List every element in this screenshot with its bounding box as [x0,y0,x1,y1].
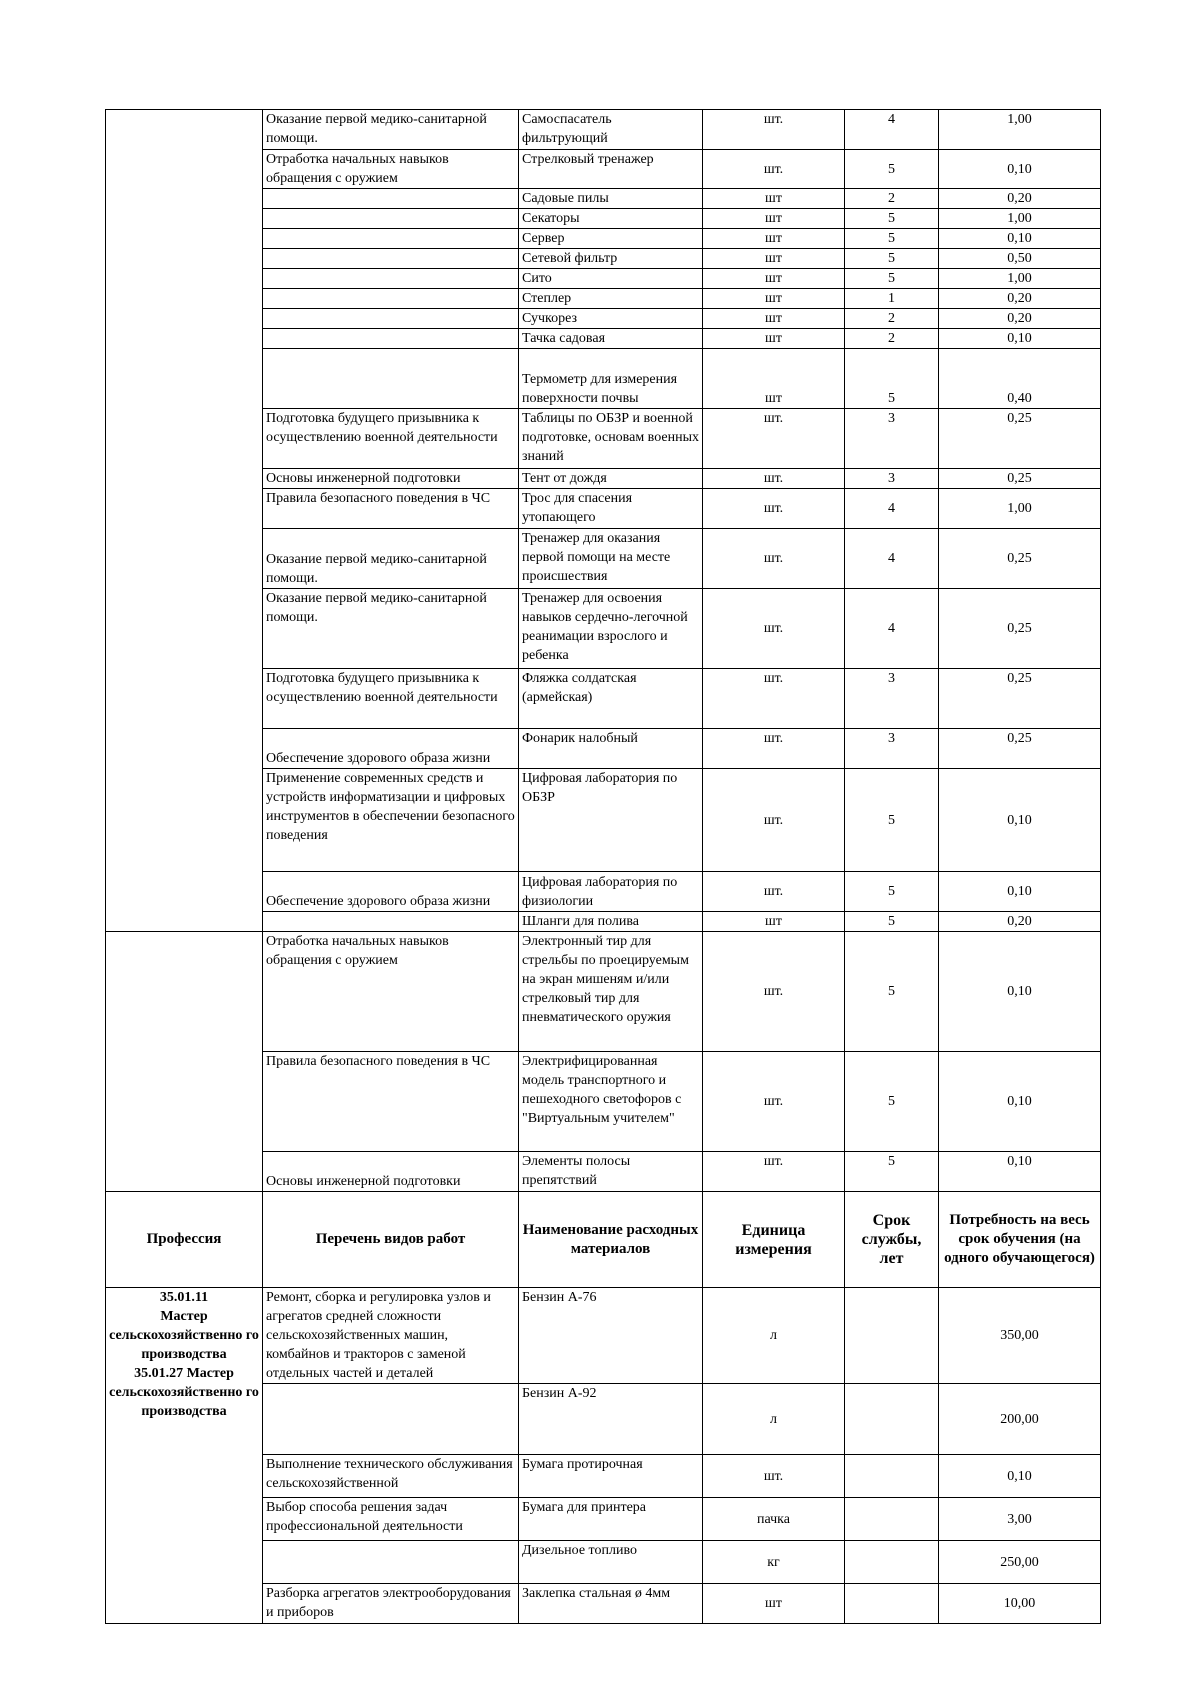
work-type-cell [263,289,519,309]
need-cell: 0,40 [939,349,1101,409]
unit-cell: шт. [703,1455,845,1498]
work-type-cell [263,329,519,349]
material-name-cell: Цифровая лаборатория по физиологии [519,872,703,912]
material-name-cell: Тренажер для оказания первой помощи на месте происшествия [519,529,703,589]
material-name-cell: Бензин А-76 [519,1288,703,1384]
work-type-cell: Обеспечение здорового образа жизни [263,729,519,769]
work-type-cell [263,349,519,409]
need-cell: 0,25 [939,669,1101,729]
work-type-cell: Правила безопасного поведения в ЧС [263,1052,519,1152]
work-type-cell [263,1541,519,1584]
service-life-cell: 3 [845,469,939,489]
work-type-cell: Подготовка будущего призывника к осуществлению военной деятельности [263,409,519,469]
material-name-cell: Сетевой фильтр [519,249,703,269]
work-type-cell [263,189,519,209]
unit-cell: шт [703,249,845,269]
service-life-cell: 5 [845,1052,939,1152]
unit-cell: шт [703,189,845,209]
profession-line1: 35.01.11 [159,1290,209,1305]
unit-cell: шт. [703,932,845,1052]
work-type-cell: Обеспечение здорового образа жизни [263,872,519,912]
service-life-cell: 5 [845,872,939,912]
need-cell: 3,00 [939,1498,1101,1541]
need-cell: 0,10 [939,1152,1101,1192]
material-name-cell: Бензин А-92 [519,1384,703,1455]
work-type-cell: Основы инженерной подготовки [263,1152,519,1192]
service-life-cell: 4 [845,489,939,529]
need-cell: 0,10 [939,1455,1101,1498]
need-cell: 0,10 [939,229,1101,249]
service-life-cell: 5 [845,249,939,269]
unit-cell: шт. [703,489,845,529]
header-unit: Единица измерения [703,1192,845,1288]
need-cell: 0,25 [939,729,1101,769]
need-cell: 0,10 [939,329,1101,349]
material-name-cell: Тренажер для освоения навыков сердечно-легочной реанимации взрослого и ребенка [519,589,703,669]
material-name-cell: Сучкорез [519,309,703,329]
unit-cell: шт. [703,409,845,469]
work-type-cell: Основы инженерной подготовки [263,469,519,489]
work-type-cell: Отработка начальных навыков обращения с оружием [263,150,519,189]
need-cell: 1,00 [939,269,1101,289]
work-type-cell: Оказание первой медико-санитарной помощи. [263,589,519,669]
unit-cell: шт. [703,1152,845,1192]
profession-line2: Мастер сельскохозяйственно го производства [109,1309,259,1362]
work-type-cell [263,309,519,329]
unit-cell: шт [703,1584,845,1624]
unit-cell: шт [703,229,845,249]
service-life-cell: 5 [845,229,939,249]
unit-cell: шт. [703,589,845,669]
service-life-cell: 3 [845,729,939,769]
service-life-cell [845,1384,939,1455]
unit-cell: л [703,1288,845,1384]
work-type-cell: Ремонт, сборка и регулировка узлов и агрегатов средней сложности сельскохозяйственных машин, комбайнов и тракторов с заменой отдельных частей и деталей [263,1288,519,1384]
need-cell: 0,25 [939,469,1101,489]
material-name-cell: Степлер [519,289,703,309]
material-name-cell: Заклепка стальная ø 4мм [519,1584,703,1624]
service-life-cell [845,1584,939,1624]
work-type-cell: Выбор способа решения задач профессиональной деятельности [263,1498,519,1541]
profession-cell [106,1288,263,1624]
unit-cell: шт. [703,872,845,912]
need-cell: 1,00 [939,489,1101,529]
unit-cell: шт [703,289,845,309]
table-row [106,110,1101,150]
need-cell: 0,20 [939,912,1101,932]
service-life-cell: 1 [845,289,939,309]
header-work-list: Перечень видов работ [263,1192,519,1288]
table-body [106,110,1101,1624]
need-cell: 10,00 [939,1584,1101,1624]
profession-cell [106,110,263,932]
need-cell: 350,00 [939,1288,1101,1384]
service-life-cell: 4 [845,110,939,150]
unit-cell: шт [703,269,845,289]
material-name-cell: Стрелковый тренажер [519,150,703,189]
need-cell: 0,25 [939,529,1101,589]
work-type-cell: Выполнение технического обслуживания сельскохозяйственной [263,1455,519,1498]
service-life-cell: 5 [845,769,939,872]
header-service-life: Срок службы, лет [845,1192,939,1288]
work-type-cell: Правила безопасного поведения в ЧС [263,489,519,529]
service-life-cell [845,1498,939,1541]
unit-cell: шт [703,912,845,932]
service-life-cell: 2 [845,309,939,329]
service-life-cell: 5 [845,209,939,229]
service-life-cell: 5 [845,269,939,289]
table-row [106,932,1101,1052]
material-name-cell: Электрифицированная модель транспортного и пешеходного светофоров с "Виртуальным учителем" [519,1052,703,1152]
work-type-cell [263,249,519,269]
material-name-cell: Цифровая лаборатория по ОБЗР [519,769,703,872]
work-type-cell [263,209,519,229]
material-name-cell: Трос для спасения утопающего [519,489,703,529]
material-name-cell: Электронный тир для стрельбы по проецируемым на экран мишеням и/или стрелковый тир для пневматического оружия [519,932,703,1052]
material-name-cell: Самоспасатель фильтрующий [519,110,703,150]
unit-cell: шт [703,349,845,409]
need-cell: 0,20 [939,289,1101,309]
service-life-cell: 5 [845,1152,939,1192]
work-type-cell [263,912,519,932]
unit-cell: шт. [703,769,845,872]
service-life-cell [845,1455,939,1498]
material-name-cell: Термометр для измерения поверхности почвы [519,349,703,409]
unit-cell: шт. [703,1052,845,1152]
unit-cell: шт [703,309,845,329]
profession-line3: 35.01.27 Мастер сельскохозяйственно го производства [109,1366,259,1419]
service-life-cell: 5 [845,150,939,189]
service-life-cell: 4 [845,589,939,669]
material-name-cell: Фонарик налобный [519,729,703,769]
need-cell: 0,25 [939,589,1101,669]
unit-cell: шт. [703,529,845,589]
unit-cell: шт [703,329,845,349]
need-cell: 0,20 [939,189,1101,209]
service-life-cell: 2 [845,189,939,209]
material-name-cell: Сервер [519,229,703,249]
materials-table [105,109,1101,1624]
unit-cell: шт. [703,729,845,769]
material-name-cell: Элементы полосы препятствий [519,1152,703,1192]
material-name-cell: Фляжка солдатская (армейская) [519,669,703,729]
unit-cell: шт. [703,150,845,189]
need-cell: 0,25 [939,409,1101,469]
material-name-cell: Дизельное топливо [519,1541,703,1584]
table-row [106,1288,1101,1384]
unit-cell: шт. [703,669,845,729]
need-cell: 1,00 [939,209,1101,229]
need-cell: 250,00 [939,1541,1101,1584]
header-materials: Наименование расходных материалов [519,1192,703,1288]
need-cell: 0,10 [939,769,1101,872]
work-type-cell: Отработка начальных навыков обращения с оружием [263,932,519,1052]
need-cell: 0,10 [939,150,1101,189]
need-cell: 1,00 [939,110,1101,150]
material-name-cell: Бумага для принтера [519,1498,703,1541]
service-life-cell: 5 [845,932,939,1052]
unit-cell: кг [703,1541,845,1584]
need-cell: 0,10 [939,932,1101,1052]
work-type-cell: Подготовка будущего призывника к осуществлению военной деятельности [263,669,519,729]
service-life-cell: 5 [845,349,939,409]
need-cell: 200,00 [939,1384,1101,1455]
profession-cell [106,932,263,1192]
work-type-cell [263,229,519,249]
unit-cell: шт. [703,110,845,150]
work-type-cell [263,1384,519,1455]
service-life-cell: 5 [845,912,939,932]
material-name-cell: Шланги для полива [519,912,703,932]
service-life-cell [845,1288,939,1384]
work-type-cell: Оказание первой медико-санитарной помощи. [263,110,519,150]
unit-cell: шт [703,209,845,229]
material-name-cell: Садовые пилы [519,189,703,209]
need-cell: 0,20 [939,309,1101,329]
work-type-cell: Применение современных средств и устройств информатизации и цифровых инструментов в обеспечении безопасного поведения [263,769,519,872]
material-name-cell: Сито [519,269,703,289]
material-name-cell: Тачка садовая [519,329,703,349]
header-profession: Профессия [106,1192,263,1288]
work-type-cell: Разборка агрегатов электрооборудования и приборов [263,1584,519,1624]
unit-cell: шт. [703,469,845,489]
material-name-cell: Таблицы по ОБЗР и военной подготовке, основам военных знаний [519,409,703,469]
unit-cell: л [703,1384,845,1455]
service-life-cell [845,1541,939,1584]
need-cell: 0,50 [939,249,1101,269]
service-life-cell: 3 [845,409,939,469]
header-need: Потребность на весь срок обучения (на одного обучающегося) [939,1192,1101,1288]
service-life-cell: 4 [845,529,939,589]
material-name-cell: Бумага протирочная [519,1455,703,1498]
service-life-cell: 3 [845,669,939,729]
unit-cell: пачка [703,1498,845,1541]
material-name-cell: Тент от дождя [519,469,703,489]
table-header-row [106,1192,1101,1288]
work-type-cell [263,269,519,289]
need-cell: 0,10 [939,1052,1101,1152]
need-cell: 0,10 [939,872,1101,912]
service-life-cell: 2 [845,329,939,349]
work-type-cell: Оказание первой медико-санитарной помощи. [263,529,519,589]
material-name-cell: Секаторы [519,209,703,229]
